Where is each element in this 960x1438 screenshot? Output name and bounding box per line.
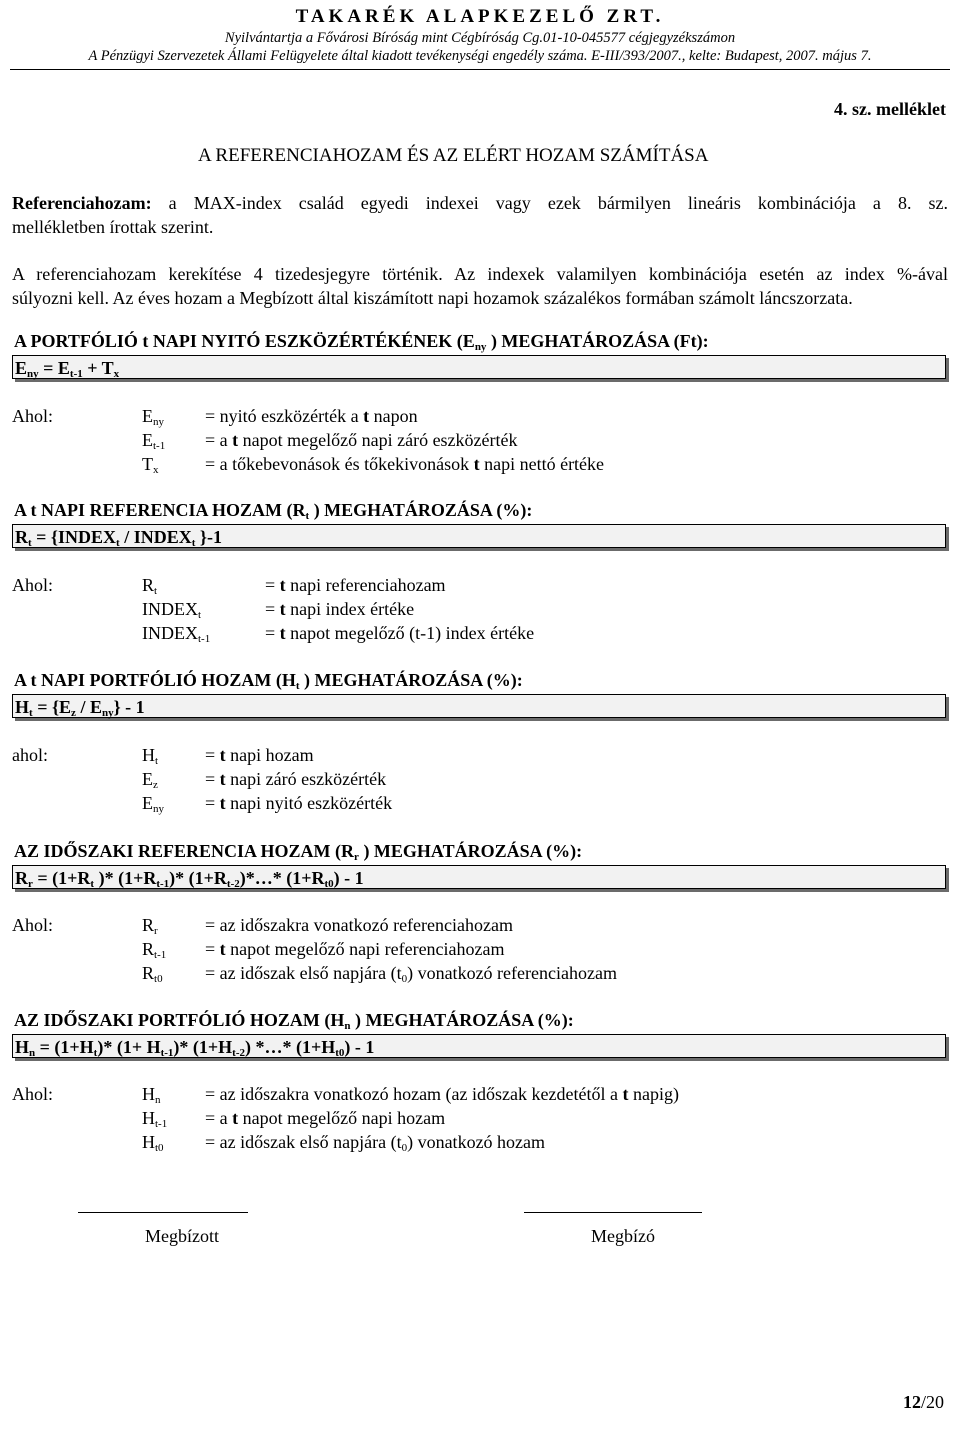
signature-label-left: Megbízott — [145, 1226, 219, 1246]
formula-daily-portfolio-return: $H_t = \{E_z / E_{ny}\} - 1$ — [12, 694, 946, 718]
annex-label: 4. sz. melléklet — [834, 99, 946, 119]
section-title-daily-reference-return: A t NAPI REFERENCIA HOZAM ($R_t$ ) MEGHATÁROZÁSA (%): — [14, 500, 533, 522]
registration-line: Nyilvántartja a Fővárosi Bíróság mint Cégbíróság Cg.01-10-045577 cégjegyzékszámon — [224, 30, 736, 46]
section-title-period-portfolio-return: AZ IDŐSZAKI PORTFÓLIÓ HOZAM ($H_n$ ) MEGHATÁROZÁSA (%): — [14, 1010, 574, 1032]
intro-term: Referenciahozam: — [12, 193, 152, 213]
formula-period-portfolio-return: $H_n = (1+H_t)*$ $(1+ H_{t-1})*$ $(1+H_{t-2})$ *…* $(1+H_{t0}) - 1$ — [12, 1034, 946, 1058]
header-divider — [10, 69, 950, 70]
formula-period-reference-return: $R_r = (1+R_t$ )* $(1+R_{t-1})*$ $(1+R_{t-2})*\dots*$ $(1+R_{t0}) - 1$ — [12, 865, 946, 889]
license-line: A Pénzügyi Szervezetek Állami Felügyelete által kiadott tevékenységi engedély száma. E-III/393/2007., kelte: Budapest, 2007. május 7. — [88, 48, 872, 64]
signature-line-right — [524, 1212, 702, 1213]
signature-line-left — [78, 1212, 248, 1213]
section-title-period-reference-return: AZ IDŐSZAKI REFERENCIA HOZAM ($R_r$ ) MEGHATÁROZÁSA (%): — [14, 841, 583, 863]
section-title-daily-portfolio-return: A t NAPI PORTFÓLIÓ HOZAM ($H_t$ ) MEGHATÁROZÁSA (%): — [14, 670, 523, 692]
section-title-opening-value: A PORTFÓLIÓ t NAPI NYITÓ ESZKÖZÉRTÉKÉNEK ($E_{ny}$ ) MEGHATÁROZÁSA (Ft): — [14, 331, 709, 353]
intro-line-2: mellékletben írottak szerint. — [12, 217, 214, 237]
signature-label-right: Megbízó — [591, 1226, 655, 1246]
document-title: A REFERENCIAHOZAM ÉS AZ ELÉRT HOZAM SZÁMÍTÁSA — [198, 145, 709, 166]
formula-opening-value: $E_{ny} = E_{t-1} + T_x$ — [12, 355, 946, 379]
company-name: TAKARÉK ALAPKEZELŐ ZRT. — [295, 6, 665, 27]
rounding-line-1: A referenciahozam kerekítése 4 tizedesjegyre történik. Az indexek valamilyen kombinációja esetén az index %-ával — [12, 264, 948, 284]
intro-line-1: Referenciahozam: a MAX-index család egyedi indexei vagy ezek bármilyen lineáris kombinációja a 8. sz. — [12, 193, 948, 213]
rounding-line-2: súlyozni kell. Az éves hozam a Megbízott által kiszámított napi hozamok százalékos formában számolt láncszorzata. — [12, 288, 853, 308]
page-number: 12/20 — [902, 1392, 944, 1412]
formula-daily-reference-return: $R_t$ = {$INDEX_t$ / $INDEX_t$ }-1 — [12, 524, 946, 548]
